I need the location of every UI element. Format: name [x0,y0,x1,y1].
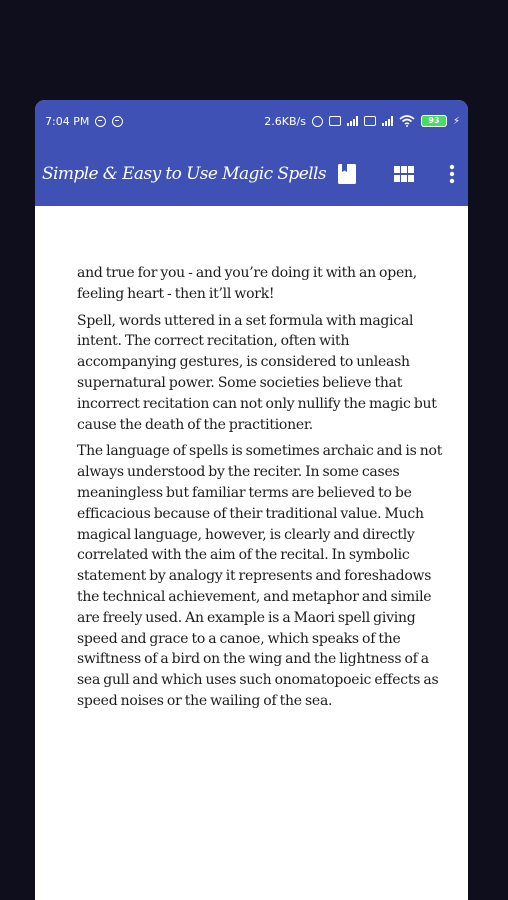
status-bar [35,100,468,142]
grid-icon [394,166,414,182]
paragraph: The language of spells is sometimes archaic and is not always understood by the reciter. In some cases meaningless but familiar terms are believed to be efficacious because of their traditional value. Much magical language, however, is clearly and directly correlated with the aim of the recital. In symbolic statement by analogy it represents and foreshadows the technical achievement, and metaphor and simile are freely used. An example is a Maori spell giving speed and grace to a canoe, which speaks of the swiftness of a bird on the wing and the lightness of a sea gull and which uses such onomatopoeic effects as speed noises or the wailing of the sea. [77,443,443,709]
more-vert-icon [449,164,455,184]
book-icon [337,163,357,185]
volte2-icon [364,116,376,126]
alarm-icon [312,116,323,127]
wifi-icon [399,115,415,127]
phone-screen [35,100,468,900]
status-left [45,115,123,128]
charging-icon: ⚡ [452,115,460,127]
status-time: 7:04 PM [45,114,90,128]
grid-view-button[interactable] [392,162,416,186]
app-toolbar [35,142,468,206]
sync-icon [95,116,106,127]
battery-icon: 93 [421,115,447,127]
overflow-menu-button[interactable] [440,162,464,186]
signal2-icon [382,116,393,126]
status-right [264,115,460,128]
paragraph: and true for you - and you’re doing it with an open, feeling heart - then it’ll work! [77,265,417,302]
paragraph: Spell, words uttered in a set formula with magical intent. The correct recitation, often with accompanying gestures, is considered to unleash supernatural power. Some societies believe that incorrect recitation can not only nullify the magic but cause the death of the practitioner. [77,312,437,433]
data-saver-icon [112,116,123,127]
network-speed: 2.6KB/s [264,114,306,128]
article-content [35,206,468,712]
app-title: Simple & Easy to Use Magic Spells [42,164,326,184]
signal-icon [347,116,358,126]
bookmark-button[interactable] [335,162,359,186]
volte-icon [329,116,341,126]
